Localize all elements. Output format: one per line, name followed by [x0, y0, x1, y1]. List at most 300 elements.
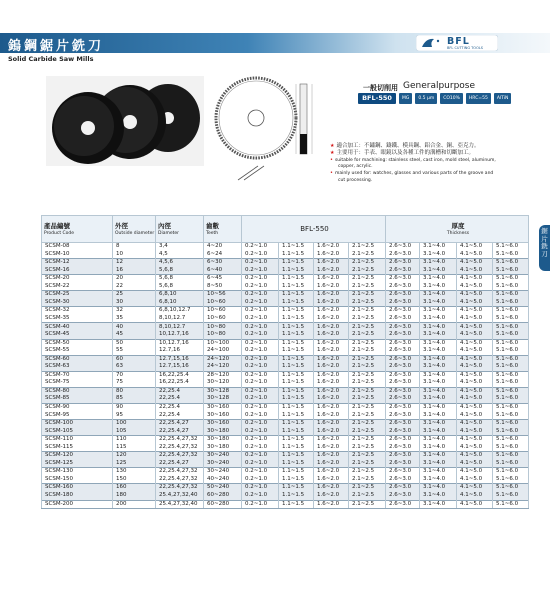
inner-diameter-cell: 8,10,12.7: [156, 323, 204, 331]
thickness-cell: 0.2~1.0: [242, 420, 279, 428]
teeth-cell: 30~160: [204, 403, 242, 411]
thickness-cell: 5.1~6.0: [493, 411, 529, 419]
thickness-cell: 0.2~1.0: [242, 323, 279, 331]
thickness-cell: 1.6~2.0: [314, 267, 349, 275]
thickness-cell: 2.6~3.0: [386, 436, 420, 444]
spec-badge: MG: [399, 93, 412, 104]
thickness-cell: 2.6~3.0: [386, 299, 420, 307]
thickness-cell: 1.1~1.5: [279, 444, 314, 452]
table-row: [42, 323, 529, 331]
thickness-cell: 1.6~2.0: [314, 444, 349, 452]
thickness-cell: 2.1~2.5: [349, 315, 386, 323]
thickness-cell: 1.1~1.5: [279, 243, 314, 251]
table-row: [42, 452, 529, 460]
thickness-cell: 2.6~3.0: [386, 395, 420, 403]
thickness-cell: 4.1~5.0: [457, 411, 493, 419]
general-purpose-cn: 一般切削用: [363, 84, 398, 92]
thickness-cell: 0.2~1.0: [242, 347, 279, 355]
thickness-cell: 1.1~1.5: [279, 420, 314, 428]
spec-badge: CO10%: [440, 93, 463, 104]
teeth-cell: 6~24: [204, 251, 242, 259]
outside-diameter-cell: 120: [113, 452, 156, 460]
thickness-cell: 5.1~6.0: [493, 267, 529, 275]
thickness-cell: 0.2~1.0: [242, 307, 279, 315]
thickness-cell: 3.1~4.0: [420, 259, 457, 267]
inner-diameter-cell: 6,8,10: [156, 299, 204, 307]
thickness-cell: 4.1~5.0: [457, 452, 493, 460]
thickness-cell: 2.6~3.0: [386, 323, 420, 331]
table-row: [42, 299, 529, 307]
outside-diameter-cell: 12: [113, 259, 156, 267]
thickness-cell: 4.1~5.0: [457, 420, 493, 428]
spec-table: [41, 215, 529, 509]
page-subtitle: Solid Carbide Saw Mills: [8, 55, 94, 63]
thickness-cell: 1.1~1.5: [279, 436, 314, 444]
thickness-cell: 1.6~2.0: [314, 347, 349, 355]
thickness-cell: 5.1~6.0: [493, 444, 529, 452]
inner-diameter-cell: 3,4: [156, 243, 204, 251]
thickness-cell: 4.1~5.0: [457, 299, 493, 307]
thickness-cell: 2.1~2.5: [349, 283, 386, 291]
thickness-cell: 1.1~1.5: [279, 452, 314, 460]
outside-diameter-cell: 16: [113, 267, 156, 275]
thickness-cell: 2.1~2.5: [349, 403, 386, 411]
thickness-cell: 1.1~1.5: [279, 347, 314, 355]
thickness-cell: 2.1~2.5: [349, 363, 386, 371]
thickness-cell: 3.1~4.0: [420, 436, 457, 444]
thickness-cell: 0.2~1.0: [242, 331, 279, 339]
product-code-cell: SCSM-12: [42, 259, 113, 267]
table-row: [42, 339, 529, 347]
thickness-cell: 5.1~6.0: [493, 323, 529, 331]
thickness-cell: 1.6~2.0: [314, 476, 349, 484]
product-code-cell: SCSM-200: [42, 500, 113, 508]
thickness-cell: 2.6~3.0: [386, 355, 420, 363]
thickness-cell: 3.1~4.0: [420, 411, 457, 419]
thickness-cell: 1.1~1.5: [279, 315, 314, 323]
thickness-cell: 3.1~4.0: [420, 460, 457, 468]
outside-diameter-cell: 55: [113, 347, 156, 355]
teeth-cell: 30~240: [204, 468, 242, 476]
thickness-cell: 1.6~2.0: [314, 411, 349, 419]
thickness-cell: 3.1~4.0: [420, 323, 457, 331]
thickness-cell: 2.6~3.0: [386, 468, 420, 476]
thickness-cell: 0.2~1.0: [242, 259, 279, 267]
table-row: [42, 444, 529, 452]
teeth-cell: 24~100: [204, 347, 242, 355]
table-row: [42, 267, 529, 275]
table-header-row: [42, 216, 529, 243]
thickness-cell: 2.1~2.5: [349, 371, 386, 379]
thickness-cell: 2.1~2.5: [349, 468, 386, 476]
product-code-cell: SCSM-150: [42, 476, 113, 484]
thickness-cell: 4.1~5.0: [457, 484, 493, 492]
thickness-cell: 2.6~3.0: [386, 267, 420, 275]
teeth-cell: 30~128: [204, 395, 242, 403]
thickness-cell: 5.1~6.0: [493, 387, 529, 395]
thickness-cell: 2.6~3.0: [386, 476, 420, 484]
teeth-cell: 6~40: [204, 267, 242, 275]
thickness-cell: 2.1~2.5: [349, 492, 386, 500]
outside-diameter-cell: 40: [113, 323, 156, 331]
product-code-cell: SCSM-95: [42, 411, 113, 419]
thickness-cell: 3.1~4.0: [420, 468, 457, 476]
thickness-cell: 0.2~1.0: [242, 243, 279, 251]
thickness-cell: 3.1~4.0: [420, 243, 457, 251]
thickness-cell: 1.6~2.0: [314, 299, 349, 307]
outside-diameter-cell: 32: [113, 307, 156, 315]
inner-diameter-cell: 22,25.4,27: [156, 460, 204, 468]
teeth-cell: 60~280: [204, 492, 242, 500]
thickness-cell: 5.1~6.0: [493, 315, 529, 323]
thickness-cell: 2.6~3.0: [386, 347, 420, 355]
table-row: [42, 363, 529, 371]
thickness-cell: 1.6~2.0: [314, 468, 349, 476]
star-icon: ★: [330, 150, 335, 156]
thickness-cell: 3.1~4.0: [420, 444, 457, 452]
thickness-cell: 3.1~4.0: [420, 355, 457, 363]
thickness-cell: 1.1~1.5: [279, 299, 314, 307]
thickness-cell: 1.1~1.5: [279, 500, 314, 508]
thickness-cell: 2.6~3.0: [386, 275, 420, 283]
thickness-cell: 2.6~3.0: [386, 291, 420, 299]
thickness-cell: 2.6~3.0: [386, 243, 420, 251]
thickness-cell: 5.1~6.0: [493, 484, 529, 492]
thickness-cell: 1.1~1.5: [279, 339, 314, 347]
thickness-cell: 4.1~5.0: [457, 307, 493, 315]
thickness-cell: 1.6~2.0: [314, 387, 349, 395]
outside-diameter-cell: 90: [113, 403, 156, 411]
inner-diameter-cell: 16,22,25.4: [156, 371, 204, 379]
inner-diameter-cell: 22,25.4,27: [156, 420, 204, 428]
thickness-cell: 1.1~1.5: [279, 403, 314, 411]
spec-badge: 0.5 μm: [415, 93, 437, 104]
teeth-cell: 30~180: [204, 444, 242, 452]
thickness-cell: 0.2~1.0: [242, 283, 279, 291]
thickness-cell: 2.1~2.5: [349, 307, 386, 315]
product-code-cell: SCSM-16: [42, 267, 113, 275]
thickness-cell: 4.1~5.0: [457, 283, 493, 291]
thickness-cell: 0.2~1.0: [242, 444, 279, 452]
inner-diameter-cell: 12.7,15,16: [156, 355, 204, 363]
thickness-cell: 0.2~1.0: [242, 460, 279, 468]
thickness-cell: 4.1~5.0: [457, 347, 493, 355]
table-row: [42, 243, 529, 251]
thickness-cell: 1.6~2.0: [314, 420, 349, 428]
thickness-cell: 1.6~2.0: [314, 395, 349, 403]
col-series: BFL-550: [242, 216, 386, 243]
thickness-cell: 1.6~2.0: [314, 403, 349, 411]
thickness-cell: 5.1~6.0: [493, 283, 529, 291]
star-icon: ★: [330, 143, 335, 149]
thickness-cell: 1.6~2.0: [314, 500, 349, 508]
thickness-cell: 1.1~1.5: [279, 251, 314, 259]
thickness-cell: 1.1~1.5: [279, 331, 314, 339]
thickness-cell: 2.6~3.0: [386, 411, 420, 419]
table-row: [42, 371, 529, 379]
thickness-cell: 1.1~1.5: [279, 259, 314, 267]
inner-diameter-cell: 22,25.4: [156, 411, 204, 419]
thickness-cell: 0.2~1.0: [242, 476, 279, 484]
thickness-cell: 3.1~4.0: [420, 476, 457, 484]
thickness-cell: 5.1~6.0: [493, 371, 529, 379]
thickness-cell: 1.6~2.0: [314, 371, 349, 379]
teeth-cell: 24~120: [204, 355, 242, 363]
col-od: 外徑 Outside diameter: [113, 216, 156, 243]
thickness-cell: 4.1~5.0: [457, 275, 493, 283]
thickness-cell: 0.2~1.0: [242, 299, 279, 307]
thickness-cell: 1.1~1.5: [279, 476, 314, 484]
thickness-cell: 2.6~3.0: [386, 259, 420, 267]
thickness-cell: 1.6~2.0: [314, 355, 349, 363]
thickness-cell: 2.6~3.0: [386, 339, 420, 347]
thickness-cell: 0.2~1.0: [242, 428, 279, 436]
thickness-cell: 2.1~2.5: [349, 331, 386, 339]
inner-diameter-cell: 22,25.4,27,32: [156, 484, 204, 492]
teeth-cell: 30~160: [204, 411, 242, 419]
thickness-cell: 4.1~5.0: [457, 315, 493, 323]
thickness-cell: 2.6~3.0: [386, 444, 420, 452]
inner-diameter-cell: 5,6,8: [156, 283, 204, 291]
thickness-cell: 3.1~4.0: [420, 395, 457, 403]
thickness-cell: 2.6~3.0: [386, 387, 420, 395]
thickness-cell: 5.1~6.0: [493, 379, 529, 387]
product-code-cell: SCSM-20: [42, 275, 113, 283]
product-code-cell: SCSM-35: [42, 315, 113, 323]
thickness-cell: 1.6~2.0: [314, 259, 349, 267]
product-code-cell: SCSM-50: [42, 339, 113, 347]
thickness-cell: 3.1~4.0: [420, 420, 457, 428]
teeth-cell: 10~56: [204, 291, 242, 299]
thickness-cell: 4.1~5.0: [457, 492, 493, 500]
outside-diameter-cell: 22: [113, 283, 156, 291]
logo-subtext: BFL CUTTING TOOLS: [447, 46, 483, 50]
thickness-cell: 1.1~1.5: [279, 371, 314, 379]
inner-diameter-cell: 6,8,10,12.7: [156, 307, 204, 315]
product-code-cell: SCSM-120: [42, 452, 113, 460]
inner-diameter-cell: 22,25.4,27,32: [156, 444, 204, 452]
outside-diameter-cell: 70: [113, 371, 156, 379]
thickness-cell: 5.1~6.0: [493, 420, 529, 428]
outside-diameter-cell: 100: [113, 420, 156, 428]
general-purpose-en: Generalpurpose: [403, 81, 476, 91]
table-row: [42, 387, 529, 395]
saw-blades-photo: [46, 76, 204, 166]
thickness-cell: 4.1~5.0: [457, 476, 493, 484]
inner-diameter-cell: 6,8,10: [156, 291, 204, 299]
thickness-cell: 4.1~5.0: [457, 428, 493, 436]
thickness-cell: 2.6~3.0: [386, 420, 420, 428]
teeth-cell: 30~180: [204, 428, 242, 436]
thickness-cell: 4.1~5.0: [457, 251, 493, 259]
thickness-cell: 2.1~2.5: [349, 339, 386, 347]
product-code-cell: SCSM-100: [42, 420, 113, 428]
table-row: [42, 355, 529, 363]
inner-diameter-cell: 10,12.7,16: [156, 331, 204, 339]
thickness-cell: 2.1~2.5: [349, 267, 386, 275]
thickness-cell: 5.1~6.0: [493, 452, 529, 460]
teeth-cell: 10~80: [204, 331, 242, 339]
note-line: [330, 150, 530, 157]
teeth-cell: 10~60: [204, 299, 242, 307]
star-icon: •: [330, 170, 333, 177]
teeth-cell: 8~50: [204, 283, 242, 291]
thickness-cell: 3.1~4.0: [420, 315, 457, 323]
thickness-cell: 1.6~2.0: [314, 428, 349, 436]
note-line: cut processing.: [338, 177, 373, 183]
product-code-cell: SCSM-160: [42, 484, 113, 492]
thickness-cell: 5.1~6.0: [493, 468, 529, 476]
table-row: [42, 315, 529, 323]
outside-diameter-cell: 25: [113, 291, 156, 299]
product-code-cell: SCSM-130: [42, 468, 113, 476]
thickness-cell: 5.1~6.0: [493, 395, 529, 403]
outside-diameter-cell: 63: [113, 363, 156, 371]
thickness-cell: 1.6~2.0: [314, 307, 349, 315]
thickness-cell: 4.1~5.0: [457, 395, 493, 403]
thickness-cell: 2.1~2.5: [349, 259, 386, 267]
product-code-cell: SCSM-60: [42, 355, 113, 363]
note-line: copper, acrylic.: [338, 164, 373, 170]
thickness-cell: 0.2~1.0: [242, 492, 279, 500]
product-code-cell: SCSM-22: [42, 283, 113, 291]
thickness-cell: 2.6~3.0: [386, 460, 420, 468]
product-code-cell: SCSM-125: [42, 460, 113, 468]
table-row: [42, 347, 529, 355]
thickness-cell: 0.2~1.0: [242, 379, 279, 387]
thickness-cell: 5.1~6.0: [493, 355, 529, 363]
outside-diameter-cell: 60: [113, 355, 156, 363]
outside-diameter-cell: 95: [113, 411, 156, 419]
thickness-cell: 1.6~2.0: [314, 379, 349, 387]
side-category-tab: 鋸片銑刀: [539, 225, 550, 271]
page-title: 鎢鋼鋸片銑刀: [8, 39, 105, 54]
product-code-cell: SCSM-70: [42, 371, 113, 379]
thickness-cell: 4.1~5.0: [457, 403, 493, 411]
thickness-cell: 2.6~3.0: [386, 484, 420, 492]
thickness-cell: 4.1~5.0: [457, 363, 493, 371]
teeth-cell: 30~160: [204, 420, 242, 428]
thickness-cell: 1.1~1.5: [279, 411, 314, 419]
thickness-cell: 1.6~2.0: [314, 315, 349, 323]
thickness-cell: 4.1~5.0: [457, 267, 493, 275]
spec-badge: AlTiN: [494, 93, 512, 104]
outside-diameter-cell: 105: [113, 428, 156, 436]
inner-diameter-cell: 5,6,8: [156, 275, 204, 283]
thickness-cell: 4.1~5.0: [457, 460, 493, 468]
outside-diameter-cell: 125: [113, 460, 156, 468]
thickness-cell: 1.1~1.5: [279, 484, 314, 492]
thickness-cell: 4.1~5.0: [457, 387, 493, 395]
thickness-cell: 0.2~1.0: [242, 468, 279, 476]
teeth-cell: 30~180: [204, 436, 242, 444]
thickness-cell: 0.2~1.0: [242, 500, 279, 508]
inner-diameter-cell: 22,25.4,27,32: [156, 476, 204, 484]
thickness-cell: 0.2~1.0: [242, 363, 279, 371]
thickness-cell: 4.1~5.0: [457, 500, 493, 508]
thickness-cell: 2.6~3.0: [386, 379, 420, 387]
product-code-cell: SCSM-180: [42, 492, 113, 500]
thickness-cell: 0.2~1.0: [242, 452, 279, 460]
thickness-cell: 2.6~3.0: [386, 331, 420, 339]
thickness-cell: 5.1~6.0: [493, 339, 529, 347]
thickness-cell: 3.1~4.0: [420, 291, 457, 299]
table-row: [42, 283, 529, 291]
thickness-cell: 3.1~4.0: [420, 379, 457, 387]
table-row: [42, 460, 529, 468]
thickness-cell: 1.6~2.0: [314, 492, 349, 500]
inner-diameter-cell: 4,5: [156, 251, 204, 259]
thickness-cell: 2.6~3.0: [386, 403, 420, 411]
product-code-cell: SCSM-10: [42, 251, 113, 259]
thickness-cell: 4.1~5.0: [457, 331, 493, 339]
thickness-cell: 2.1~2.5: [349, 420, 386, 428]
outside-diameter-cell: 30: [113, 299, 156, 307]
product-code-cell: SCSM-30: [42, 299, 113, 307]
thickness-cell: 3.1~4.0: [420, 307, 457, 315]
product-code-cell: SCSM-75: [42, 379, 113, 387]
table-row: [42, 379, 529, 387]
thickness-cell: 1.1~1.5: [279, 307, 314, 315]
thickness-cell: 3.1~4.0: [420, 347, 457, 355]
product-code-cell: SCSM-45: [42, 331, 113, 339]
thickness-cell: 1.6~2.0: [314, 339, 349, 347]
outside-diameter-cell: 10: [113, 251, 156, 259]
inner-diameter-cell: 22,25.4: [156, 387, 204, 395]
teeth-cell: 50~240: [204, 484, 242, 492]
thickness-cell: 4.1~5.0: [457, 291, 493, 299]
thickness-cell: 2.1~2.5: [349, 251, 386, 259]
thickness-cell: 2.6~3.0: [386, 307, 420, 315]
thickness-cell: 1.1~1.5: [279, 275, 314, 283]
thickness-cell: 0.2~1.0: [242, 387, 279, 395]
thickness-cell: 2.6~3.0: [386, 371, 420, 379]
thickness-cell: 4.1~5.0: [457, 323, 493, 331]
thickness-cell: 3.1~4.0: [420, 339, 457, 347]
outside-diameter-cell: 45: [113, 331, 156, 339]
application-notes: [330, 143, 530, 184]
thickness-cell: 3.1~4.0: [420, 484, 457, 492]
teeth-cell: 60~280: [204, 500, 242, 508]
product-code-cell: SCSM-25: [42, 291, 113, 299]
thickness-cell: 1.1~1.5: [279, 387, 314, 395]
saw-blade-drawing: [208, 76, 320, 184]
product-code-cell: SCSM-08: [42, 243, 113, 251]
inner-diameter-cell: 12.7,15,16: [156, 363, 204, 371]
table-row: [42, 436, 529, 444]
thickness-cell: 0.2~1.0: [242, 371, 279, 379]
thickness-cell: 1.6~2.0: [314, 243, 349, 251]
inner-diameter-cell: 12.7,16: [156, 347, 204, 355]
col-code: 產品編號 Product Code: [42, 216, 113, 243]
table-row: [42, 484, 529, 492]
thickness-cell: 0.2~1.0: [242, 403, 279, 411]
thickness-cell: 5.1~6.0: [493, 492, 529, 500]
thickness-cell: 4.1~5.0: [457, 243, 493, 251]
thickness-cell: 1.1~1.5: [279, 492, 314, 500]
thickness-cell: 0.2~1.0: [242, 395, 279, 403]
table-row: [42, 492, 529, 500]
inner-diameter-cell: 22,25.4,27,32: [156, 452, 204, 460]
note-text: suitable for machining: stainless steel, cast iron, mold steel, aluminum,: [334, 158, 496, 163]
thickness-cell: 4.1~5.0: [457, 259, 493, 267]
thickness-cell: 4.1~5.0: [457, 339, 493, 347]
thickness-cell: 4.1~5.0: [457, 468, 493, 476]
thickness-cell: 2.1~2.5: [349, 323, 386, 331]
thickness-cell: 2.1~2.5: [349, 428, 386, 436]
teeth-cell: 10~60: [204, 307, 242, 315]
product-code-cell: SCSM-55: [42, 347, 113, 355]
